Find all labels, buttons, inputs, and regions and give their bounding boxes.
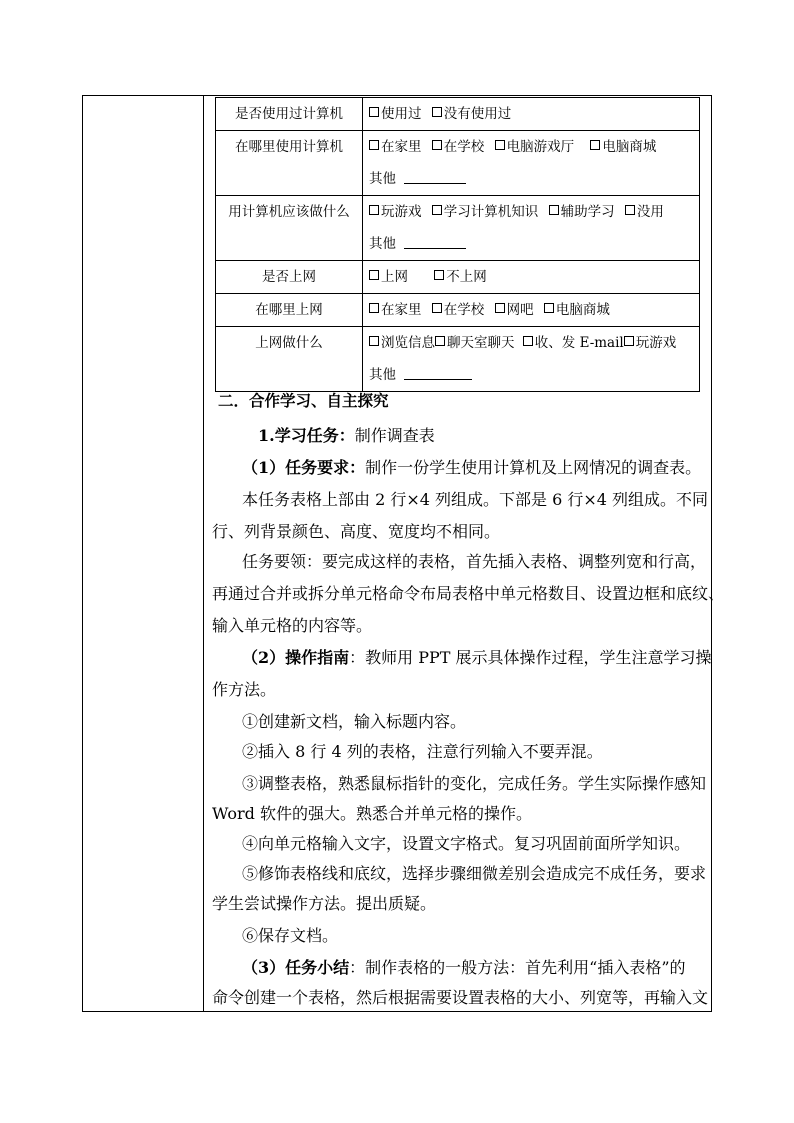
table-row [216, 98, 700, 131]
checkbox-icon[interactable] [435, 336, 445, 346]
summary-text: ：制作表格的一般方法：首先利用“插入表格”的 [349, 958, 686, 977]
guide-label: （2）操作指南 [242, 648, 350, 667]
task-text: 制作调查表 [354, 426, 435, 445]
checkbox-icon[interactable] [432, 303, 442, 313]
option-label: 在学校 [443, 302, 485, 318]
other-label: 其他 [369, 367, 396, 383]
checkbox-icon[interactable] [369, 205, 379, 215]
guide-line [242, 645, 712, 668]
option-label: 电脑商城 [555, 302, 610, 318]
option-label: 收、发 E-mail [534, 335, 624, 351]
other-label: 其他 [369, 236, 396, 252]
options-cell [363, 196, 700, 261]
option-label: 没有使用过 [443, 106, 512, 122]
option-label: 学习计算机知识 [443, 204, 539, 220]
option-label: 浏览信息 [381, 335, 435, 351]
paragraph-line: 再通过合并或拆分单元格命令布局表格中单元格数目、设置边框和底纹、 [212, 584, 725, 603]
paragraph-line: 本任务表格上部由 2 行×4 列组成。下部是 6 行×4 列组成。不同 [242, 490, 709, 509]
step-6: ⑥保存文档。 [242, 926, 339, 945]
option-label: 玩游戏 [381, 204, 422, 220]
other-blank[interactable] [404, 169, 466, 184]
table-row [216, 294, 700, 327]
options-cell [363, 327, 700, 392]
checkbox-icon[interactable] [369, 270, 379, 280]
option-label: 电脑商城 [602, 139, 657, 155]
question-cell: 在哪里使用计算机 [216, 131, 363, 196]
paragraph-line: 任务要领：要完成这样的表格，首先插入表格、调整列宽和行高， [242, 552, 707, 571]
checkbox-icon[interactable] [523, 336, 533, 346]
other-label: 其他 [369, 171, 396, 187]
option-label: 网吧 [506, 302, 534, 318]
option-label: 使用过 [381, 106, 422, 122]
checkbox-icon[interactable] [624, 336, 634, 346]
options-cell [363, 294, 700, 327]
paragraph-line: 行、列背景颜色、高度、宽度均不相同。 [212, 522, 501, 541]
table-row [216, 131, 700, 196]
survey-table [215, 97, 700, 392]
checkbox-icon[interactable] [434, 270, 444, 280]
options-cell [363, 98, 700, 131]
option-label: 不上网 [446, 269, 487, 285]
option-label: 电脑游戏厅 [506, 139, 575, 155]
other-blank[interactable] [404, 365, 472, 380]
checkbox-icon[interactable] [432, 107, 442, 117]
summary-label: （3）任务小结 [242, 958, 350, 977]
options-cell [363, 131, 700, 196]
requirement-line [242, 455, 701, 478]
checkbox-icon[interactable] [369, 107, 379, 117]
requirement-text: 制作一份学生使用计算机及上网情况的调查表。 [365, 458, 702, 477]
step-2: ②插入 8 行 4 列的表格，注意行列输入不要弄混。 [242, 742, 603, 761]
checkbox-icon[interactable] [544, 303, 554, 313]
step-5: ⑤修饰表格线和底纹，选择步骤细微差别会造成完不成任务，要求 [242, 864, 707, 883]
checkbox-icon[interactable] [369, 303, 379, 313]
checkbox-icon[interactable] [432, 205, 442, 215]
question-cell: 在哪里上网 [216, 294, 363, 327]
column-divider [203, 95, 204, 1012]
table-row [216, 261, 700, 294]
option-label: 上网 [381, 269, 408, 285]
task-label: 1.学习任务： [258, 426, 355, 445]
guide-text: ：教师用 PPT 展示具体操作过程，学生注意学习操 [349, 648, 712, 667]
option-label: 聊天室聊天 [447, 335, 515, 351]
requirement-label: （1）任务要求： [242, 458, 366, 477]
table-row [216, 196, 700, 261]
checkbox-icon[interactable] [549, 205, 559, 215]
checkbox-icon[interactable] [369, 140, 379, 150]
paragraph-line: 命令创建一个表格，然后根据需要设置表格的大小、列宽等，再输入文 [212, 988, 709, 1007]
option-label: 玩游戏 [635, 335, 677, 351]
section-title: 二．合作学习、自主探究 [218, 392, 389, 410]
paragraph-line: 作方法。 [212, 680, 277, 699]
task-line [258, 423, 435, 446]
option-label: 在学校 [443, 139, 485, 155]
step-1: ①创建新文档，输入标题内容。 [242, 712, 467, 731]
question-cell: 上网做什么 [216, 327, 363, 392]
options-cell [363, 261, 700, 294]
question-cell: 是否使用过计算机 [216, 98, 363, 131]
option-label: 辅助学习 [560, 204, 615, 220]
option-label: 没用 [636, 204, 664, 220]
step-3: ③调整表格，熟悉鼠标指针的变化，完成任务。学生实际操作感知 [242, 774, 707, 793]
step-4: ④向单元格输入文字，设置文字格式。复习巩固前面所学知识。 [242, 834, 691, 853]
question-cell: 是否上网 [216, 261, 363, 294]
checkbox-icon[interactable] [625, 205, 635, 215]
option-label: 在家里 [381, 139, 422, 155]
step-5-cont: 学生尝试操作方法。提出质疑。 [212, 894, 437, 913]
summary-line [242, 955, 686, 978]
checkbox-icon[interactable] [590, 140, 600, 150]
checkbox-icon[interactable] [495, 303, 505, 313]
question-cell: 用计算机应该做什么 [216, 196, 363, 261]
checkbox-icon[interactable] [495, 140, 505, 150]
paragraph-line: 输入单元格的内容等。 [212, 616, 373, 635]
checkbox-icon[interactable] [432, 140, 442, 150]
checkbox-icon[interactable] [369, 336, 379, 346]
option-label: 在家里 [381, 302, 422, 318]
other-blank[interactable] [404, 234, 466, 249]
table-row [216, 327, 700, 392]
step-3-cont: Word 软件的强大。熟悉合并单元格的操作。 [212, 804, 532, 823]
